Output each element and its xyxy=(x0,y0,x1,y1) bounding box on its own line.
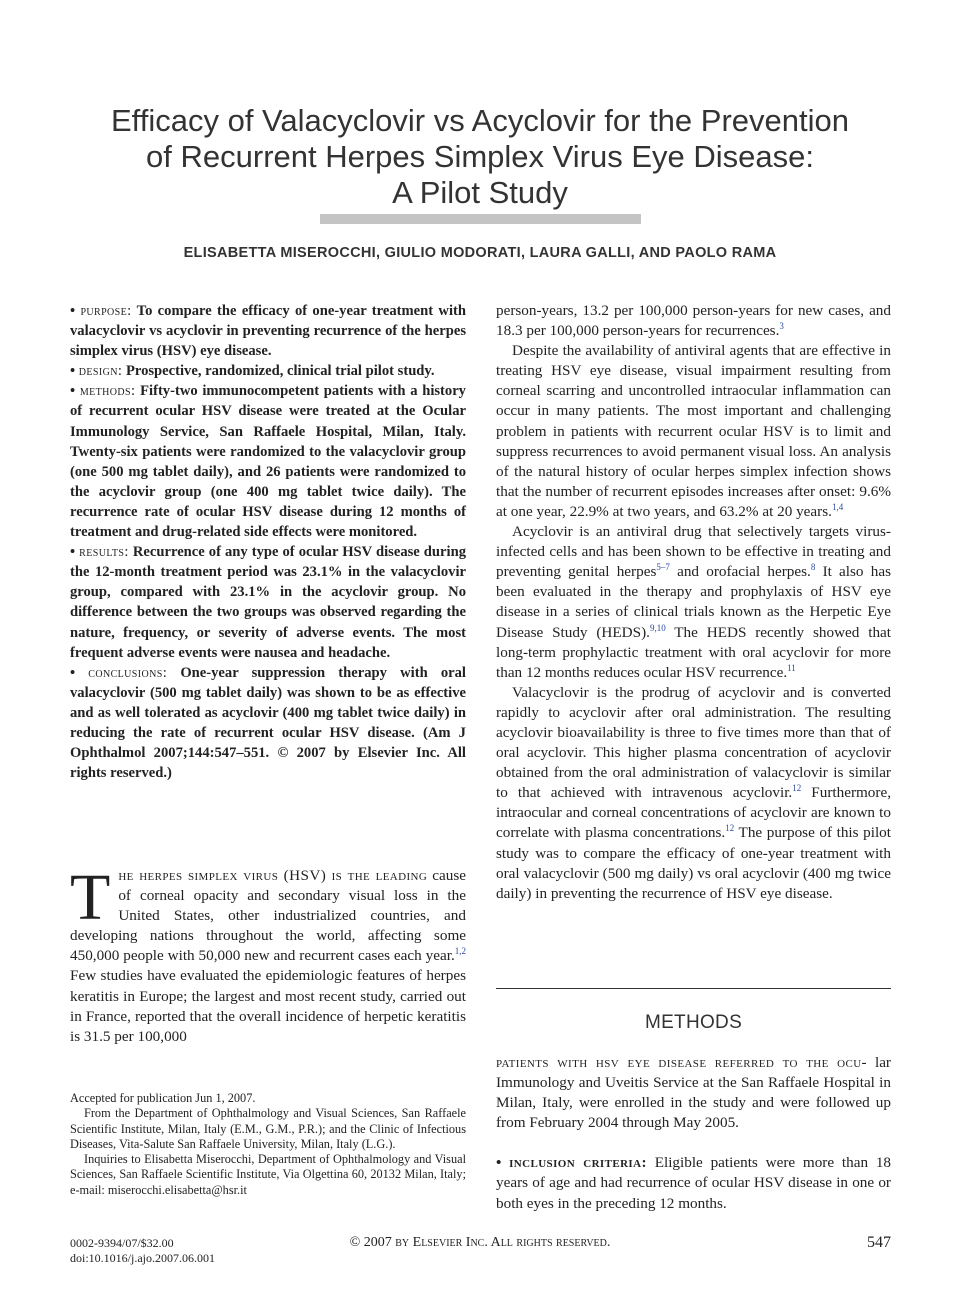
footnote-accepted: Accepted for publication Jun 1, 2007. xyxy=(70,1091,256,1105)
abstract-citation: (Am J Ophthalmol 2007;144:547–551. © 2007 by Elsevier Inc. All rights reserved.) xyxy=(70,724,466,782)
paragraph-text: Acyclovir is an antiviral drug that selectively targets virus-infected cells and has been shown to be effective in treating and preventing genital herpes xyxy=(496,523,891,581)
methods-paragraph xyxy=(496,1053,891,1133)
methods-heading: METHODS xyxy=(644,1012,743,1033)
methods-text: lar Immunology and Uveitis Service at the San Raffaele Hospital in Milan, Italy, were enrolled in the study and were followed up from February 2004 through May 2005. xyxy=(496,1054,891,1132)
ref-link[interactable]: 12 xyxy=(792,783,802,794)
purpose-label: purpose: xyxy=(80,303,132,319)
design-label: design: xyxy=(78,363,123,380)
abstract xyxy=(70,301,466,783)
purpose-text: To compare the efficacy of one-year treatment with valacyclovir vs acyclovir in preventing recurrence of the herpes simplex virus (HSV) eye disease. xyxy=(70,303,466,360)
intro-lead: he herpes simplex virus (HSV) is the leading xyxy=(118,867,428,884)
design-text: Prospective, randomized, clinical trial pilot study. xyxy=(125,363,435,380)
abstract-methods: • methods: Fifty-two immunocompetent patients with a history of recurrent ocular HSV disease were treated at the Ocular Immunology Service, San Raffaele Hospital, Milan, Italy. Twenty-six patients were randomized to the valacyclovir group (one 500 mg tablet daily), and 26 patients were randomized to the acyclovir group (one 400 mg tablet twice daily). The recurrence rate of ocular HSV disease during 12 months of treatment and drug-related side effects were monitored. xyxy=(70,383,466,541)
paragraph-text: Furthermore, intraocular and corneal concentrations of acyclovir are known to correlate with plasma concentrations. xyxy=(496,784,891,842)
abstract-purpose: • purpose: To compare the efficacy of one-year treatment with valacyclovir vs acyclovir in preventing recurrence of the herpes simplex virus (HSV) eye disease. xyxy=(70,303,466,360)
title-line-2: of Recurrent Herpes Simplex Virus Eye Disease: xyxy=(146,138,814,174)
conclusions-label: conclusions: xyxy=(88,664,168,681)
footer-ids xyxy=(70,1236,215,1266)
right-column xyxy=(496,301,891,904)
intro-text-2: Few studies have evaluated the epidemiologic features of herpes keratitis in Europe; the largest and most recent study, carried out in France, reported that the overall incidence of herpetic keratitis is 31.5 per 100,000 xyxy=(70,967,466,1045)
ref-link[interactable]: 9,10 xyxy=(649,622,666,633)
methods-label: methods: xyxy=(79,383,136,400)
footnote-affiliation: From the Department of Ophthalmology and Visual Sciences, San Raffaele Scientific Institute, Milan, Italy (E.M., G.M., P.R.); and the Clinic of Infectious Diseases, Vita-Salute San Raffaele University, Milan, Italy (L.G.). xyxy=(70,1106,466,1151)
author-list: ELISABETTA MISEROCCHI, GIULIO MODORATI, LAURA GALLI, AND PAOLO RAMA xyxy=(183,245,777,261)
inclusion-criteria: • inclusion criteria: Eligible patients were more than 18 years of age and had recurrence of ocular HSV disease in one or both eyes in the preceding 12 months. xyxy=(496,1154,892,1212)
abstract-conclusions: • conclusions: One-year suppression therapy with oral valacyclovir (500 mg tablet daily) was shown to be as effective and as well tolerated as acyclovir (400 mg tablet twice daily) in reducing the rate of recurrent ocular HSV disease. (Am J Ophthalmol 2007;144:547–551. © 2007 by Elsevier Inc. All rights reserved.) xyxy=(70,664,466,782)
paragraph xyxy=(496,301,891,341)
issn: 0002-9394/07/$32.00 xyxy=(70,1236,174,1250)
ref-link[interactable]: 1,4 xyxy=(831,501,844,512)
methods-text: Fifty-two immunocompetent patients with a history of recurrent ocular HSV disease were treated at the Ocular Immunology Service, San Raffaele Hospital, Milan, Italy. Twenty-six patients were randomized to the valacyclovir group (one 500 mg tablet daily), and 26 patients were randomized to the acyclovir group (one 400 mg tablet twice daily). The recurrence rate of ocular HSV disease during 12 months of treatment and drug-related side effects were monitored. xyxy=(70,383,466,541)
ref-link[interactable]: 3 xyxy=(779,321,784,332)
paragraph xyxy=(496,683,891,904)
paragraph-text: The HEDS recently showed that long-term prophylactic treatment with oral acyclovir for more than 12 months reduces ocular HSV recurrence. xyxy=(496,623,892,681)
ref-link[interactable]: 8 xyxy=(810,562,816,573)
footnotes xyxy=(70,1091,466,1198)
footer-copyright: © 2007 by Elsevier Inc. All rights reserved. xyxy=(349,1235,611,1250)
paragraph-text: person-years, 13.2 per 100,000 person-years for new cases, and 18.3 per 100,000 person-years for recurrences. xyxy=(496,302,891,340)
title-line-1: Efficacy of Valacyclovir vs Acyclovir for the Prevention xyxy=(111,102,849,138)
inclusion-label: inclusion criteria: xyxy=(509,1154,647,1172)
title-rule xyxy=(320,214,641,224)
methods-lead: patients with hsv eye disease referred to the ocu- xyxy=(496,1054,868,1071)
intro-text-1: cause of corneal opacity and secondary visual loss in the United States, other industrialized countries, and developing nations throughout the world, affecting some 450,000 people with 50,000 new and recurrent cases each year. xyxy=(70,867,466,965)
paragraph-text: Valacyclovir is the prodrug of acyclovir and is converted rapidly to acyclovir after oral administration. The resulting acyclovir bioavailability is three to five times more than that of oral acyclovir. This higher plasma concentration of acyclovir obtained from the oral administration of valacyclovir is similar to that achieved with intravenous acyclovir. xyxy=(496,683,891,802)
section-divider xyxy=(496,988,891,989)
paragraph xyxy=(496,522,891,683)
ref-link[interactable]: 12 xyxy=(725,823,735,834)
ref-link[interactable]: 1,2 xyxy=(454,946,466,957)
intro-paragraph xyxy=(70,861,466,1047)
results-text: Recurrence of any type of ocular HSV disease during the 12-month treatment period was 23.1% in the valacyclovir group, compared with 23.1% in the acyclovir group. No difference between the two groups was observed regarding the nature, frequency, or severity of adverse events. The most frequent adverse events were nausea and headache. xyxy=(70,544,466,661)
methods-section xyxy=(496,1053,891,1214)
abstract-results: • results: Recurrence of any type of ocular HSV disease during the 12-month treatment period was 23.1% in the valacyclovir group, compared with 23.1% in the acyclovir group. No difference between the two groups was observed regarding the nature, frequency, or severity of adverse events. The most frequent adverse events were nausea and headache. xyxy=(70,544,466,661)
results-label: results: xyxy=(79,544,129,561)
article-title xyxy=(60,103,900,211)
paragraph-text: The purpose of this pilot study was to compare the efficacy of one-year treatment with oral valacyclovir (500 mg daily) vs oral acyclovir (400 mg twice daily) in preventing the recurrence of HSV eye disease. xyxy=(496,824,891,902)
conclusions-text: One-year suppression therapy with oral valacyclovir (500 mg tablet daily) was shown to be as effective and as well tolerated as acyclovir (400 mg tablet twice daily) in reducing the rate of recurrent ocular HSV disease. xyxy=(70,664,466,741)
ref-link[interactable]: 11 xyxy=(787,662,796,673)
inclusion-text: Eligible patients were more than 18 years of age and had recurrence of ocular HSV disease in one or both eyes in the preceding 12 months. xyxy=(496,1154,892,1212)
paragraph-text: Despite the availability of antiviral agents that are effective in treating HSV eye disease, visual impairment resulting from corneal scarring and uncontrolled intraocular inflammation can occur in many patients. The most important and challenging problem in patients with recurrent ocular HSV is to limit and suppress recurrences to avoid permanent visual loss. An analysis of the natural history of ocular herpes simplex infection shows that the number of recurrent episodes increases after onset: 9.6% at one year, 22.9% at two years, and 63.2% at 20 years. xyxy=(496,342,891,520)
footnote-inquiries: Inquiries to Elisabetta Miserocchi, Department of Ophthalmology and Visual Sciences, San Raffaele Scientific Institute, Via Olgettina 60, 20132 Milan, Italy; e-mail: miserocchi.elisabetta@hsr.it xyxy=(70,1152,466,1197)
abstract-design: • design: Prospective, randomized, clinical trial pilot study. xyxy=(70,363,435,380)
ref-link[interactable]: 5–7 xyxy=(656,562,670,573)
drop-cap: T xyxy=(70,861,111,934)
paragraph xyxy=(496,341,891,522)
page-number: 547 xyxy=(867,1234,891,1251)
introduction xyxy=(70,861,466,1047)
title-line-3: A Pilot Study xyxy=(392,174,568,210)
doi[interactable]: doi:10.1016/j.ajo.2007.06.001 xyxy=(70,1251,215,1265)
paragraph-text: It also has been evaluated in the therapy and prophylaxis of HSV eye disease in a series of clinical trials known as the Herpetic Eye Disease Study (HEDS). xyxy=(496,563,891,641)
paragraph-text: and orofacial herpes. xyxy=(669,563,811,581)
